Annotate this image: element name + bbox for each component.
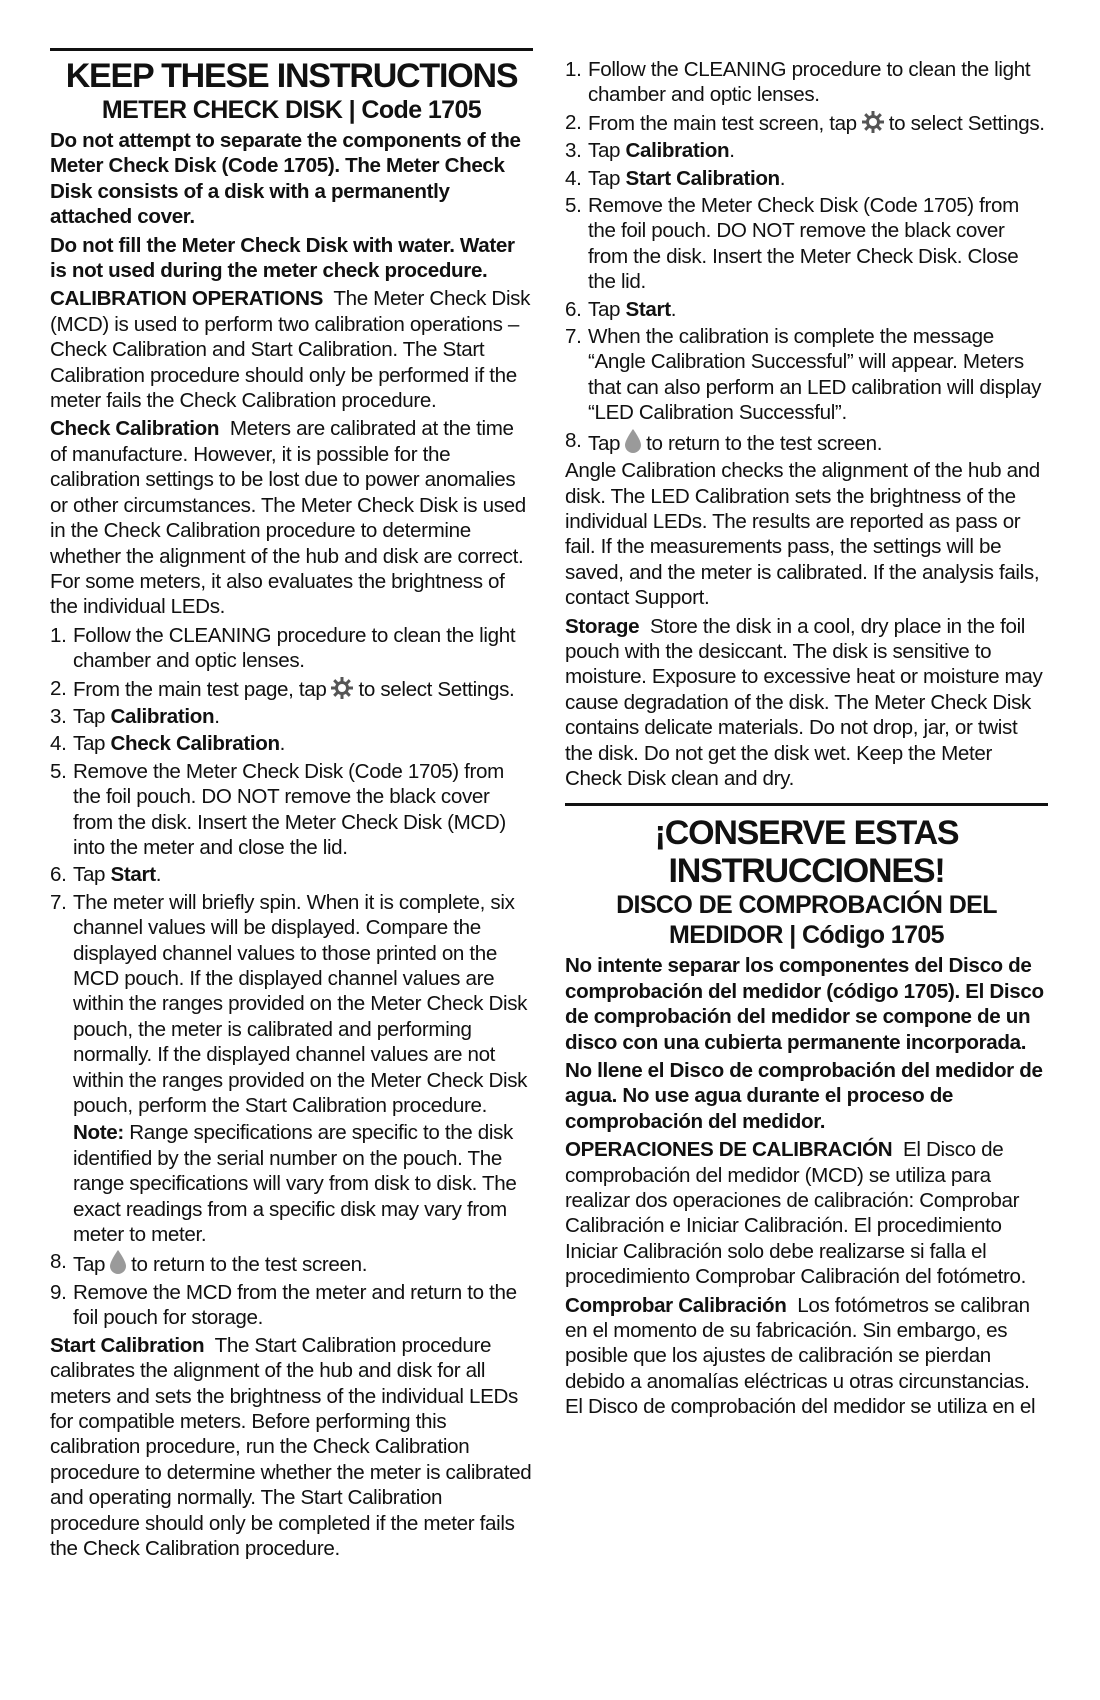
storage-paragraph [565,614,1048,792]
list-item: 7. When the calibration is complete the message “Angle Calibration Successful” will appear. Meters that can also perform an LED calibration will display “LED Calibration Successful”. [565,325,1042,425]
spanish-calibration-operations-paragraph [565,1137,1048,1289]
warning-water: Do not fill the Meter Check Disk with water. Water is not used during the meter check procedure. [50,233,515,283]
calibration-operations-paragraph [50,286,533,413]
list-item: 2. From the main test page, tap to select Settings. [50,676,515,701]
spanish-check-calibration-text: Los fotómetros se calibran en el momento de su fabricación. Sin embargo, es posible que los ajustes de calibración se pierdan debido a anomalías eléctricas u otras circunstancias. El Disco de comprobación del medidor se utiliza en el [565,1293,1036,1419]
list-item: 8. Tap to return to the test screen. [50,1250,368,1277]
list-item: 5. Remove the Meter Check Disk (Code 1705) from the foil pouch. DO NOT remove the black cover from the disk. Insert the Meter Check Disk. Close the lid. [565,194,1019,294]
top-rule [50,48,533,51]
spanish-title: ¡CONSERVE ESTAS INSTRUCCIONES! [654,814,959,891]
list-item: 6. Tap Start. [565,297,677,321]
water-drop-icon [109,1249,127,1275]
calibration-operations-heading: CALIBRATION OPERATIONS [50,287,323,311]
spanish-calibration-operations-text: El Disco de comprobación del medidor (MCD) se utiliza para realizar dos operaciones de calibración: Comprobar Calibración e Iniciar Calibración. El procedimiento Iniciar Calibración solo debe realizarse si falla el procedimiento Comprobar Calibración del fotómetro. [565,1138,1026,1289]
gear-icon [861,110,885,134]
list-item: 2. From the main test screen, tap to select Settings. [565,110,1045,135]
list-item: 3. Tap Calibration. [565,139,735,163]
note [73,1120,533,1247]
page-title: KEEP THESE INSTRUCTIONS [65,57,518,95]
start-calibration-paragraph [50,1333,533,1562]
spanish-subtitle: DISCO DE COMPROBACIÓN DEL MEDIDOR | Código 1705 [616,891,997,950]
spanish-check-calibration-paragraph [565,1293,1048,1420]
start-calibration-text: The Start Calibration procedure calibrates the alignment of the hub and disk for all meters and sets the brightness of the individual LEDs for compatible meters. Before performing this calibration procedure, run the Check Calibration procedure to determine whether the meter is calibrated and operating normally. The Start Calibration procedure should only be completed if the meter fails the Check Calibration procedure. [50,1333,532,1560]
list-item: 3. Tap Calibration. [50,704,220,728]
calibration-operations-text: The Meter Check Disk (MCD) is used to perform two calibration operations – Check Calibration and Start Calibration. The Start Calibration procedure should only be performed if the meter fails the Check Calibration procedure. [50,287,531,413]
warning-separate: Do not attempt to separate the components of the Meter Check Disk (Code 1705). The Meter Check Disk consists of a disk with a permanently attached cover. [50,129,521,229]
check-calibration-steps [50,623,533,1331]
list-item: 5. Remove the Meter Check Disk (Code 1705) from the foil pouch. DO NOT remove the black cover from the disk. Insert the Meter Check Disk (MCD) into the meter and close the lid. [50,759,506,859]
right-column-content [565,54,1048,1423]
start-calibration-heading: Start Calibration [50,1333,205,1357]
spanish-warning-separate: No intente separar los componentes del Disco de comprobación del medidor (código 1705). El Disco de comprobación del medidor se compone de un disco con una cubierta permanente incorporada. [565,954,1044,1054]
list-item: 8. Tap to return to the test screen. [565,428,883,455]
storage-text: Store the disk in a cool, dry place in the foil pouch with the desiccant. The disk is sensitive to moisture. Exposure to excessive heat or moisture may cause degradation of the disk. The Meter Check Disk contains delicate materials. Do not drop, jar, or twist the disk. Do not get the disk wet. Keep the Meter Check Disk clean and dry. [565,614,1043,790]
check-calibration-heading: Check Calibration [50,417,220,441]
spanish-rule [565,803,1048,806]
list-item: 6. Tap Start. [50,863,162,887]
list-item: 9. Remove the MCD from the meter and return to the foil pouch for storage. [50,1280,517,1330]
list-item: 4. Tap Start Calibration. [565,166,786,190]
spanish-calibration-operations-heading: OPERACIONES DE CALIBRACIÓN [565,1138,893,1162]
start-calibration-steps-list [565,57,1048,456]
page-subtitle: METER CHECK DISK | Code 1705 [101,96,482,124]
left-column [50,48,533,1564]
spanish-check-calibration-heading: Comprobar Calibración [565,1293,787,1317]
water-drop-icon [624,428,642,454]
spanish-warning-water: No llene el Disco de comprobación del medidor de agua. No use agua durante el proceso de comprobación del medidor. [565,1059,1043,1133]
list-item: 7. The meter will briefly spin. When it is complete, six channel values will be displayed. Compare the displayed channel values to those printed on the MCD pouch. If the displayed channel values are within the ranges provided on the Meter Check Disk pouch, the meter is calibrated and performing normally. If the displayed channel values are not within the ranges provided on the Meter Check Disk pouch, perform the Start Calibration procedure. Note: Range specifications are specific to the disk identified by the serial number on the pouch. The range specifications will vary from disk to disk. The exact readings from a specific disk may vary from meter to meter. [50,890,533,1248]
list-item: 1. Follow the CLEANING procedure to clean the light chamber and optic lenses. [50,623,516,673]
list-item: 1. Follow the CLEANING procedure to clean the light chamber and optic lenses. [565,58,1031,107]
gear-icon [330,676,354,700]
calibration-results-text: Angle Calibration checks the alignment of the hub and disk. The LED Calibration sets the brightness of the individual LEDs. The results are reported as pass or fail. If the measurements pass, the settings will be saved, and the meter is calibrated. If the analysis fails, contact Support. [565,459,1040,610]
check-calibration-paragraph [50,416,533,619]
list-item: 4. Tap Check Calibration. [50,732,286,756]
storage-heading: Storage [565,614,640,638]
check-calibration-text: Meters are calibrated at the time of manufacture. However, it is possible for the calibration settings to be lost due to power anomalies or other circumstances. The Meter Check Disk is used in the Check Calibration procedure to determine whether the alignment of the hub and disk are correct. For some meters, it also evaluates the brightness of the individual LEDs. [50,417,526,619]
note-label: Note: [73,1121,124,1145]
note-text: Range specifications are specific to the disk identified by the serial number on the pouch. The range specifications will vary from disk to disk. The exact readings from a specific disk may vary from meter to meter. [73,1121,517,1247]
